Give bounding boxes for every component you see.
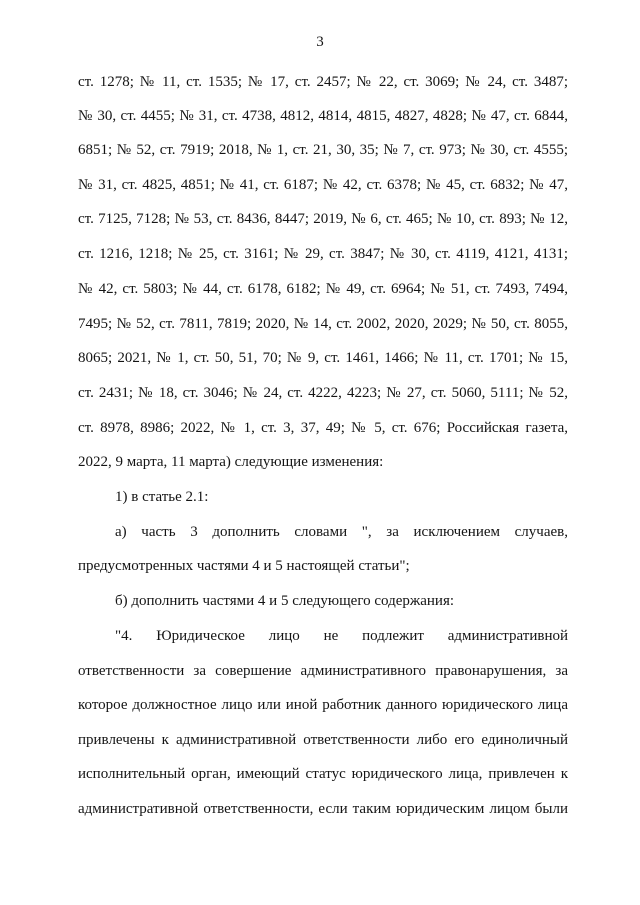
text-line: ст. 1216, 1218; № 25, ст. 3161; № 29, ст. 3847; № 30, ст. 4119, 4121, 4131; (78, 246, 568, 262)
text-line: 2022, 9 марта, 11 марта) следующие изменения: (78, 454, 384, 470)
text-line: административной ответственности, если таким юридическим лицом были (78, 801, 568, 817)
text-line: 8065; 2021, № 1, ст. 50, 51, 70; № 9, ст. 1461, 1466; № 11, ст. 1701; № 15, (78, 350, 568, 366)
text-line: ст. 8978, 8986; 2022, № 1, ст. 3, 37, 49; № 5, ст. 676; Российская газета, (78, 420, 568, 436)
text-line: а) часть 3 дополнить словами ", за исключением случаев, (115, 524, 568, 540)
text-line: ст. 7125, 7128; № 53, ст. 8436, 8447; 2019, № 6, ст. 465; № 10, ст. 893; № 12, (78, 211, 568, 227)
text-line: исполнительный орган, имеющий статус юридического лица, привлечен к (78, 766, 568, 782)
list-item: 1) в статье 2.1: (115, 489, 209, 505)
text-line: привлечены к административной ответственности либо его единоличный (78, 732, 568, 748)
text-line: "4. Юридическое лицо не подлежит административной (115, 628, 568, 644)
text-line: № 30, ст. 4455; № 31, ст. 4738, 4812, 4814, 4815, 4827, 4828; № 47, ст. 6844, (78, 108, 568, 124)
text-line: ответственности за совершение административного правонарушения, за (78, 663, 568, 679)
page-number: 3 (316, 34, 324, 50)
text-line: 7495; № 52, ст. 7811, 7819; 2020, № 14, ст. 2002, 2020, 2029; № 50, ст. 8055, (78, 316, 568, 332)
text-line: № 42, ст. 5803; № 44, ст. 6178, 6182; № 49, ст. 6964; № 51, ст. 7493, 7494, (78, 281, 568, 297)
text-line: 6851; № 52, ст. 7919; 2018, № 1, ст. 21, 30, 35; № 7, ст. 973; № 30, ст. 4555; (78, 142, 568, 158)
text-line: ст. 1278; № 11, ст. 1535; № 17, ст. 2457; № 22, ст. 3069; № 24, ст. 3487; (78, 74, 568, 90)
text-line: предусмотренных частями 4 и 5 настоящей статьи"; (78, 558, 410, 574)
text-line: № 31, ст. 4825, 4851; № 41, ст. 6187; № 42, ст. 6378; № 45, ст. 6832; № 47, (78, 177, 568, 193)
text-line: ст. 2431; № 18, ст. 3046; № 24, ст. 4222, 4223; № 27, ст. 5060, 5111; № 52, (78, 385, 568, 401)
list-item: б) дополнить частями 4 и 5 следующего содержания: (115, 593, 455, 609)
text-line: которое должностное лицо или иной работник данного юридического лица (78, 697, 568, 713)
